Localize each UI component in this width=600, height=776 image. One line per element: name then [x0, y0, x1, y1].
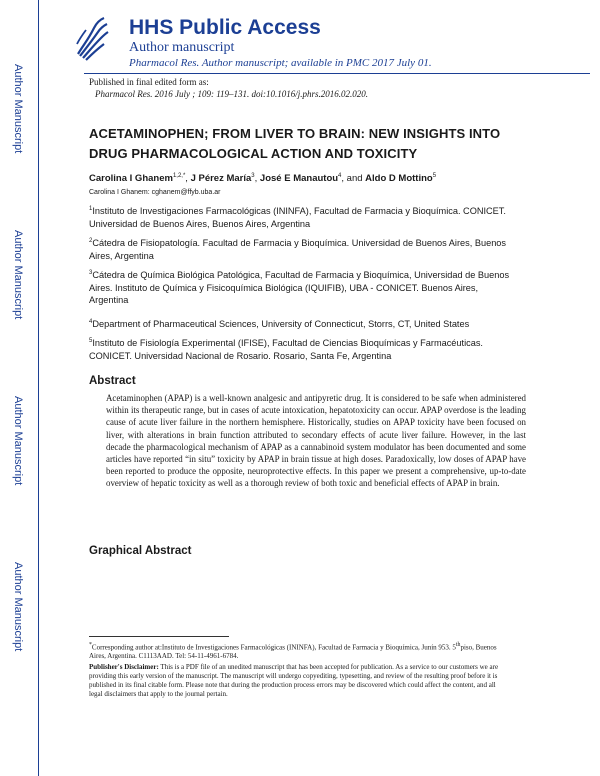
- affiliation-text: Instituto de Fisiología Experimental (IFISE), Facultad de Ciencias Bioquímicas y Farmacéuticas. CONICET. Universidad Nacional de Rosario. Rosario, Santa Fe, Argentina: [89, 338, 483, 361]
- abstract-text: Acetaminophen (APAP) is a well-known analgesic and antipyretic drug. It is considered to be safe when administered within its therapeutic range, but in cases of acute intoxication, hepatotoxicity can occur. APAP overdose is the leading cause of acute liver failure in the northern hemisphere. Historically, studies on APAP toxicity have been focused on liver, with alterations in brain function attributed to secondary effects of acute liver failure. However, in the last decade the pharmacological mechanism of APAP as a cannabinoid system modulator has been documented and some articles have reported “in situ” toxicity by APAP in brain tissue at high doses. Paradoxically, low doses of APAP have been reported to produce the opposite, neuroprotective effects. In this paper we present a comprehensive, up-to-date overview of hepatic toxicity as well as a thorough review of both toxic and beneficial effects of APAP in brain.: [106, 393, 526, 489]
- author-list: [89, 173, 436, 184]
- sidebar-label: Author Manuscript: [12, 64, 24, 154]
- author-affiliation-sup: 3: [251, 173, 255, 179]
- sidebar-label: Author Manuscript: [12, 562, 24, 652]
- sidebar-label: Author Manuscript: [12, 396, 24, 486]
- author-name: José E Manautou: [259, 173, 339, 185]
- citation-text: Pharmacol Res. 2016 July ; 109: 119–131. doi:10.1016/j.phrs.2016.02.020.: [95, 89, 369, 99]
- corresponding-text-cont: piso, Buenos Aires, Argentina. C1113AAD. Tel: 54-11-4961-6784.: [89, 643, 497, 661]
- affiliation-text: Cátedra de Química Biológica Patológica, Facultad de Farmacia y Bioquímica, Universidad de Buenos Aires. Instituto de Química y Fisicoquímica Biológica (IQUIFIB), UBA - CONICET. Buenos Aires, Argentina: [89, 270, 510, 306]
- affiliation: [89, 316, 519, 331]
- header-journal-line: [129, 57, 432, 69]
- floor-ordinal-sup: th: [455, 642, 461, 648]
- affiliation-number: 2: [89, 238, 93, 244]
- affiliation-number: 1: [89, 206, 93, 212]
- corresponding-text: Corresponding author at:Instituto de Investigaciones Farmacológicas (ININFA), Facultad de Farmacia y Bioquímica, Junín 953. 5: [91, 643, 456, 652]
- corresponding-author-footnote: [89, 641, 509, 661]
- disclaimer-label: Publisher's Disclaimer:: [89, 663, 159, 671]
- sidebar-rule: [38, 0, 39, 776]
- author-separator: , and: [341, 173, 366, 185]
- abstract-heading: Abstract: [89, 375, 136, 387]
- affiliation-text: Instituto de Investigaciones Farmacológicas (ININFA), Facultad de Farmacia y Bioquímica. CONICET. Universidad de Buenos Aires, Buenos Aires, Argentina: [89, 206, 506, 229]
- affiliation-number: 4: [89, 319, 93, 325]
- affiliation: [89, 267, 519, 307]
- published-in-label: Published in final edited form as:: [89, 77, 209, 87]
- citation-line: [95, 89, 368, 99]
- affiliation-number: 3: [89, 270, 93, 276]
- footnote-mark: *: [89, 642, 92, 648]
- author-name: Aldo D Mottino: [365, 173, 433, 185]
- header-title: HHS Public Access: [129, 16, 321, 39]
- sidebar-label: Author Manuscript: [12, 230, 24, 320]
- author-separator: ,: [254, 173, 260, 185]
- affiliation-text: Department of Pharmaceutical Sciences, University of Connecticut, Storrs, CT, United States: [92, 319, 470, 330]
- affiliation-number: 5: [89, 338, 93, 344]
- publisher-disclaimer: [89, 663, 509, 699]
- author-name: J Pérez María: [190, 173, 252, 185]
- article-title: ACETAMINOPHEN; FROM LIVER TO BRAIN: NEW INSIGHTS INTO DRUG PHARMACOLOGICAL ACTION AND TOXICITY: [89, 126, 501, 161]
- header-subtitle: Author manuscript: [129, 40, 235, 55]
- graphical-abstract-heading: Graphical Abstract: [89, 545, 192, 557]
- affiliation: [89, 235, 519, 262]
- hhs-eagle-logo-icon: [74, 14, 110, 64]
- affiliation: [89, 335, 519, 362]
- author-affiliation-sup: 4: [338, 173, 342, 179]
- author-email: Carolina I Ghanem: cghanem@ffyb.uba.ar: [89, 189, 221, 196]
- affiliation: [89, 203, 519, 230]
- author-name: Carolina I Ghanem: [89, 173, 173, 185]
- author-separator: ,: [185, 173, 191, 185]
- author-affiliation-sup: 5: [432, 173, 437, 179]
- footnote-divider: [89, 636, 229, 637]
- header-divider: [84, 73, 590, 74]
- journal-line-text: Pharmacol Res. Author manuscript; available in PMC 2017 July 01.: [129, 57, 432, 69]
- author-affiliation-sup: 1,2,*: [172, 173, 186, 179]
- disclaimer-text: This is a PDF file of an unedited manuscript that has been accepted for publication. As a service to our customers we are providing this early version of the manuscript. The manuscript will undergo copyediting, typesetting, and review of the resulting proof before it is published in its final citable form. Please note that during the production process errors may be discovered which could affect the content, and all legal disclaimers that apply to the journal pertain.: [89, 663, 499, 698]
- affiliation-text: Cátedra de Fisiopatología. Facultad de Farmacia y Bioquímica. Universidad de Buenos Aires, Buenos Aires, Argentina: [89, 238, 507, 261]
